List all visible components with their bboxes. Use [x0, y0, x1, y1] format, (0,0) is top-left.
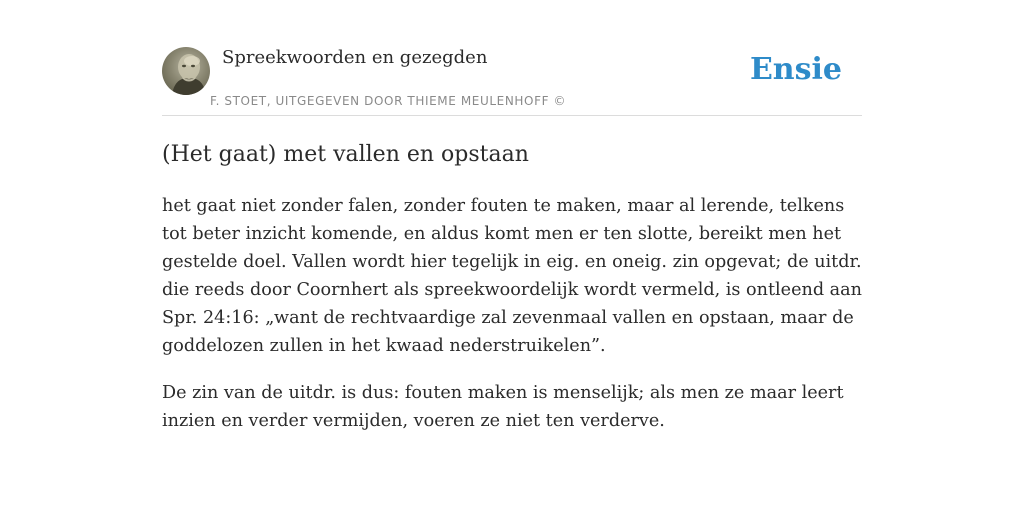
ensie-logo[interactable]: Ensie [749, 52, 842, 87]
source-title-link[interactable]: Spreekwoorden en gezegden [222, 47, 488, 68]
source-credit: F. STOET, UITGEGEVEN DOOR THIEME MEULENHOFF © [210, 94, 567, 108]
entry-paragraph-2: De zin van de uitdr. is dus: fouten maken is menselijk; als men ze maar leert inzien en verder vermijden, voeren ze niet ten verderve. [162, 383, 844, 431]
entry-title: (Het gaat) met vallen en opstaan [162, 142, 529, 167]
entry-header [162, 0, 862, 116]
entry-card [162, 0, 862, 435]
entry-paragraph-1: het gaat niet zonder falen, zonder fouten te maken, maar al lerende, telkens tot beter inzicht komende, en aldus komt men er ten slotte, bereikt men het gestelde doel. Vallen wordt hier tegelijk in eig. en oneig. zin opgevat; de uitdr. die reeds door Coornhert als spreekwoordelijk wordt vermeld, is ontleend aan Spr. 24:16: „want de rechtvaardige zal zevenmaal vallen en opstaan, maar de goddelozen zullen in het kwaad nederstruikelen”. [162, 196, 862, 356]
author-portrait-icon[interactable] [162, 47, 210, 95]
